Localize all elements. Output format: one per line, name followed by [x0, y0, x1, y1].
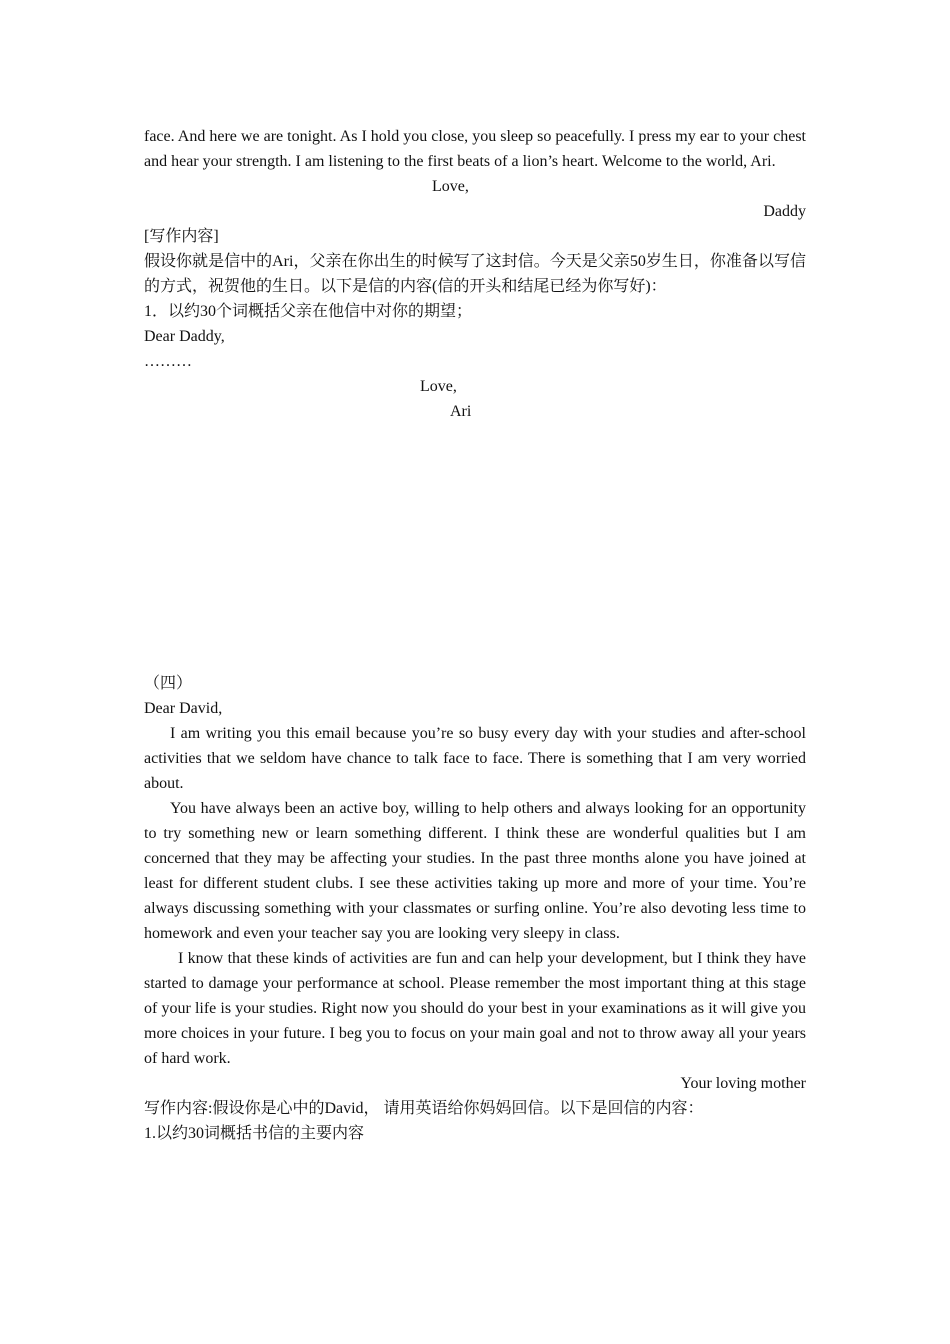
letter-salutation: Dear David, [144, 700, 223, 717]
letter-paragraph: You have always been an active boy, willing to help others and always looking for an opportunity to try something new or learn something different. I think these are wonderful qualities but I am concerned that they may be affecting your studies. In the past three months alone you have joined at least for different student clubs. I see these activities taking up more and more of your time. You’re always discussing something with your classmates or surfing online. You’re also devoting less time to homework and even your teacher say you are looking very sleepy in class. [144, 800, 806, 942]
reply-signature: Ari [450, 403, 472, 420]
letter-paragraph-tail: face. And here we are tonight. As I hold you close, you sleep so peacefully. I press my ear to your chest and hear your strength. I am listening to the first beats of a lion’s heart. Welcome to the world, Ari. [144, 128, 806, 170]
letter-signature: Your loving mother [680, 1075, 806, 1092]
letter-closing: Love, [432, 178, 469, 195]
reply-salutation: Dear Daddy, [144, 328, 225, 345]
letter-paragraph: I am writing you this email because you’re so busy every day with your studies and after-school activities that we seldom have chance to talk face to face. There is something that I am very worried about. [144, 725, 806, 792]
section-daddy-letter [144, 124, 806, 424]
task-item-1: 1.以约30词概括书信的主要内容 [144, 1125, 365, 1142]
reply-closing: Love, [420, 378, 457, 395]
task-instructions: 写作内容:假设你是心中的David， 请用英语给你妈妈回信。以下是回信的内容： [144, 1100, 704, 1117]
reply-ellipsis: ……… [144, 353, 192, 370]
letter-signature: Daddy [763, 203, 806, 220]
section-marker: （四） [144, 675, 193, 692]
task-instructions: 假设你就是信中的Ari，父亲在你出生的时候写了这封信。今天是父亲50岁生日，你准备以写信的方式，祝贺他的生日。以下是信的内容(信的开头和结尾已经为你写好)： [144, 253, 806, 295]
letter-paragraph: I know that these kinds of activities are fun and can help your development, but I think they have started to damage your performance at school. Please remember the most important thing at this stage of your life is your studies. Right now you should do your best in your examinations as it will give you more choices in your future. I beg you to focus on your main goal and not to throw away all your years of hard work. [144, 950, 806, 1067]
task-heading: [写作内容] [144, 228, 219, 245]
task-item-1: 1．以约30个词概括父亲在他信中对你的期望； [144, 303, 473, 320]
section-mother-letter [144, 671, 806, 1146]
